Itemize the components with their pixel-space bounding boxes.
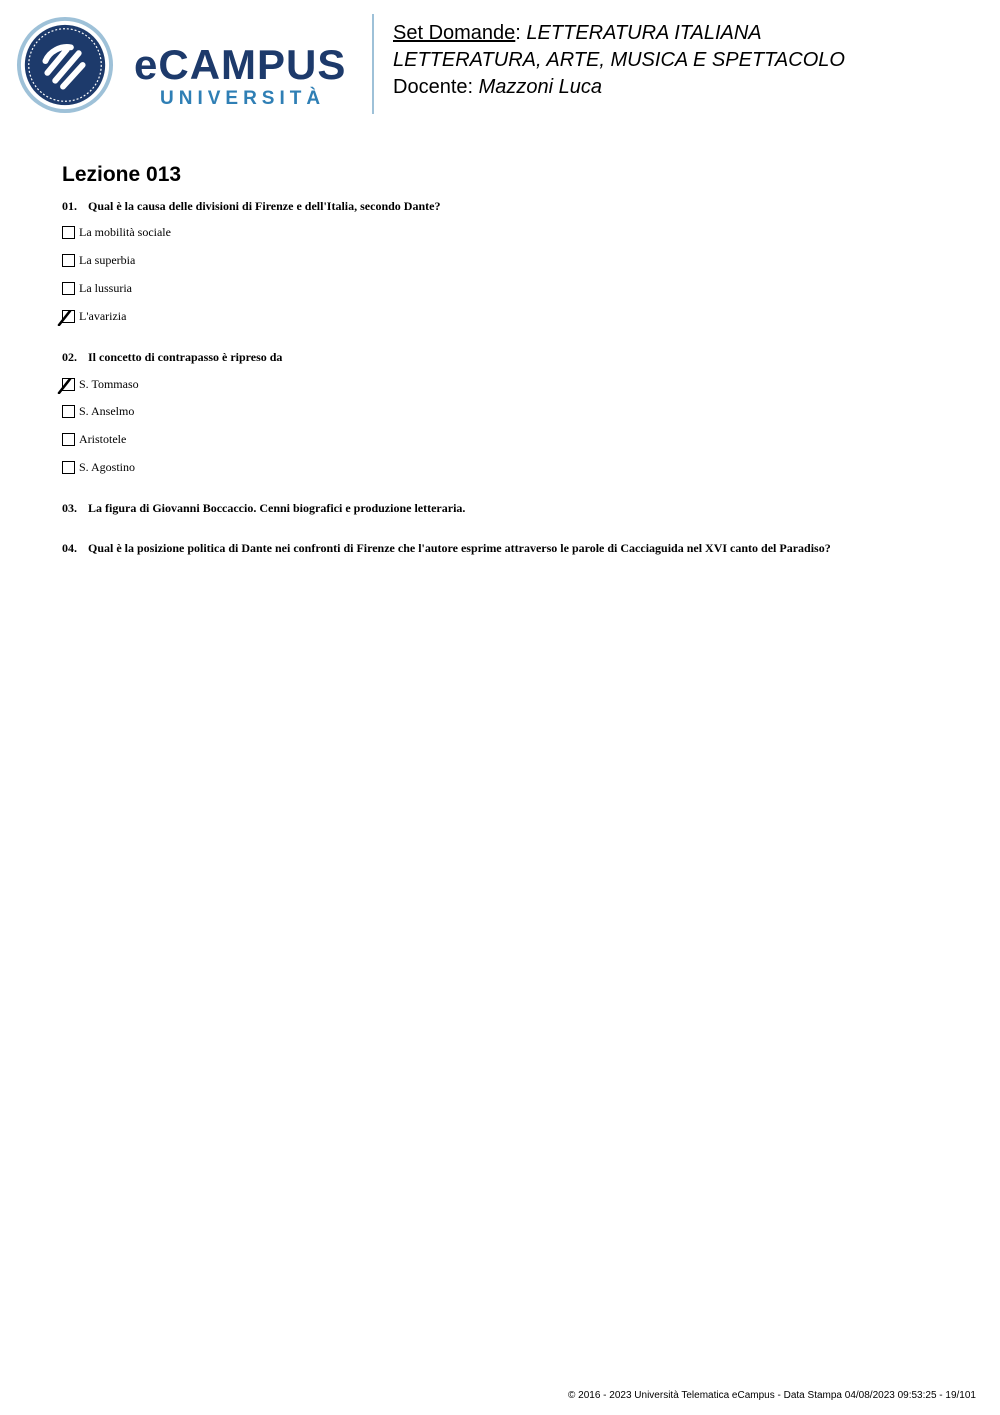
option-label: S. Agostino [79, 459, 136, 474]
question-text: La figura di Giovanni Boccaccio. Cenni biografici e produzione letteraria. [88, 501, 466, 515]
question-01 [62, 198, 440, 214]
option-label: L'avarizia [79, 308, 127, 323]
subject-line-2: LETTERATURA, ARTE, MUSICA E SPETTACOLO [393, 49, 845, 71]
set-line [393, 20, 845, 47]
question-text: Qual è la causa delle divisioni di Firenze e dell'Italia, secondo Dante? [88, 199, 441, 213]
set-separator: : [515, 22, 527, 44]
page-footer: © 2016 - 2023 Università Telematica eCampus - Data Stampa 04/08/2023 09:53:25 - 19/101 [568, 1390, 976, 1401]
university-seal-logo [16, 16, 114, 114]
option-q1-1[interactable] [62, 224, 171, 240]
option-label: S. Tommaso [79, 376, 139, 391]
logo-wordmark: eCAMPUS [134, 41, 347, 88]
checkbox[interactable] [62, 405, 75, 418]
option-label: La superbia [79, 252, 136, 267]
checkbox-checked[interactable] [62, 378, 75, 391]
ecampus-wordmark-logo [134, 42, 358, 112]
checkbox[interactable] [62, 254, 75, 267]
subject-line-1: LETTERATURA ITALIANA [526, 22, 762, 44]
option-label: S. Anselmo [79, 403, 135, 418]
question-text: Qual è la posizione politica di Dante nei confronti di Firenze che l'autore esprime attraverso le parole di Cacciaguida nel XVI canto del Paradiso? [88, 541, 831, 555]
option-q2-4[interactable] [62, 459, 135, 475]
option-label: Aristotele [79, 431, 127, 446]
question-02 [62, 349, 282, 365]
question-number: 03. [62, 501, 77, 515]
question-03 [62, 500, 465, 516]
question-number: 01. [62, 199, 77, 213]
docente-label: Docente: [393, 76, 479, 98]
option-label: La lussuria [79, 280, 132, 295]
option-q2-3[interactable] [62, 431, 126, 447]
checkbox[interactable] [62, 433, 75, 446]
option-label: La mobilità sociale [79, 224, 171, 239]
question-number: 02. [62, 350, 77, 364]
checkbox[interactable] [62, 461, 75, 474]
page-header [0, 0, 1000, 130]
option-q1-2[interactable] [62, 252, 135, 268]
option-q1-4[interactable] [62, 308, 126, 324]
option-q2-1[interactable] [62, 376, 139, 392]
docente-line [393, 74, 845, 101]
set-label: Set Domande [393, 22, 516, 44]
checkbox[interactable] [62, 282, 75, 295]
logo-subtitle: UNIVERSITÀ [160, 88, 326, 109]
header-info [393, 20, 845, 101]
option-q2-2[interactable] [62, 403, 134, 419]
question-number: 04. [62, 541, 77, 555]
checkbox[interactable] [62, 226, 75, 239]
checkbox-checked[interactable] [62, 310, 75, 323]
header-divider [372, 14, 374, 114]
check-mark-icon [57, 378, 73, 394]
question-text: Il concetto di contrapasso è ripreso da [88, 350, 283, 364]
option-q1-3[interactable] [62, 280, 132, 296]
check-mark-icon [57, 310, 73, 326]
lesson-title: Lezione 013 [62, 163, 182, 186]
docente-name: Mazzoni Luca [478, 76, 603, 98]
question-04 [62, 540, 831, 556]
